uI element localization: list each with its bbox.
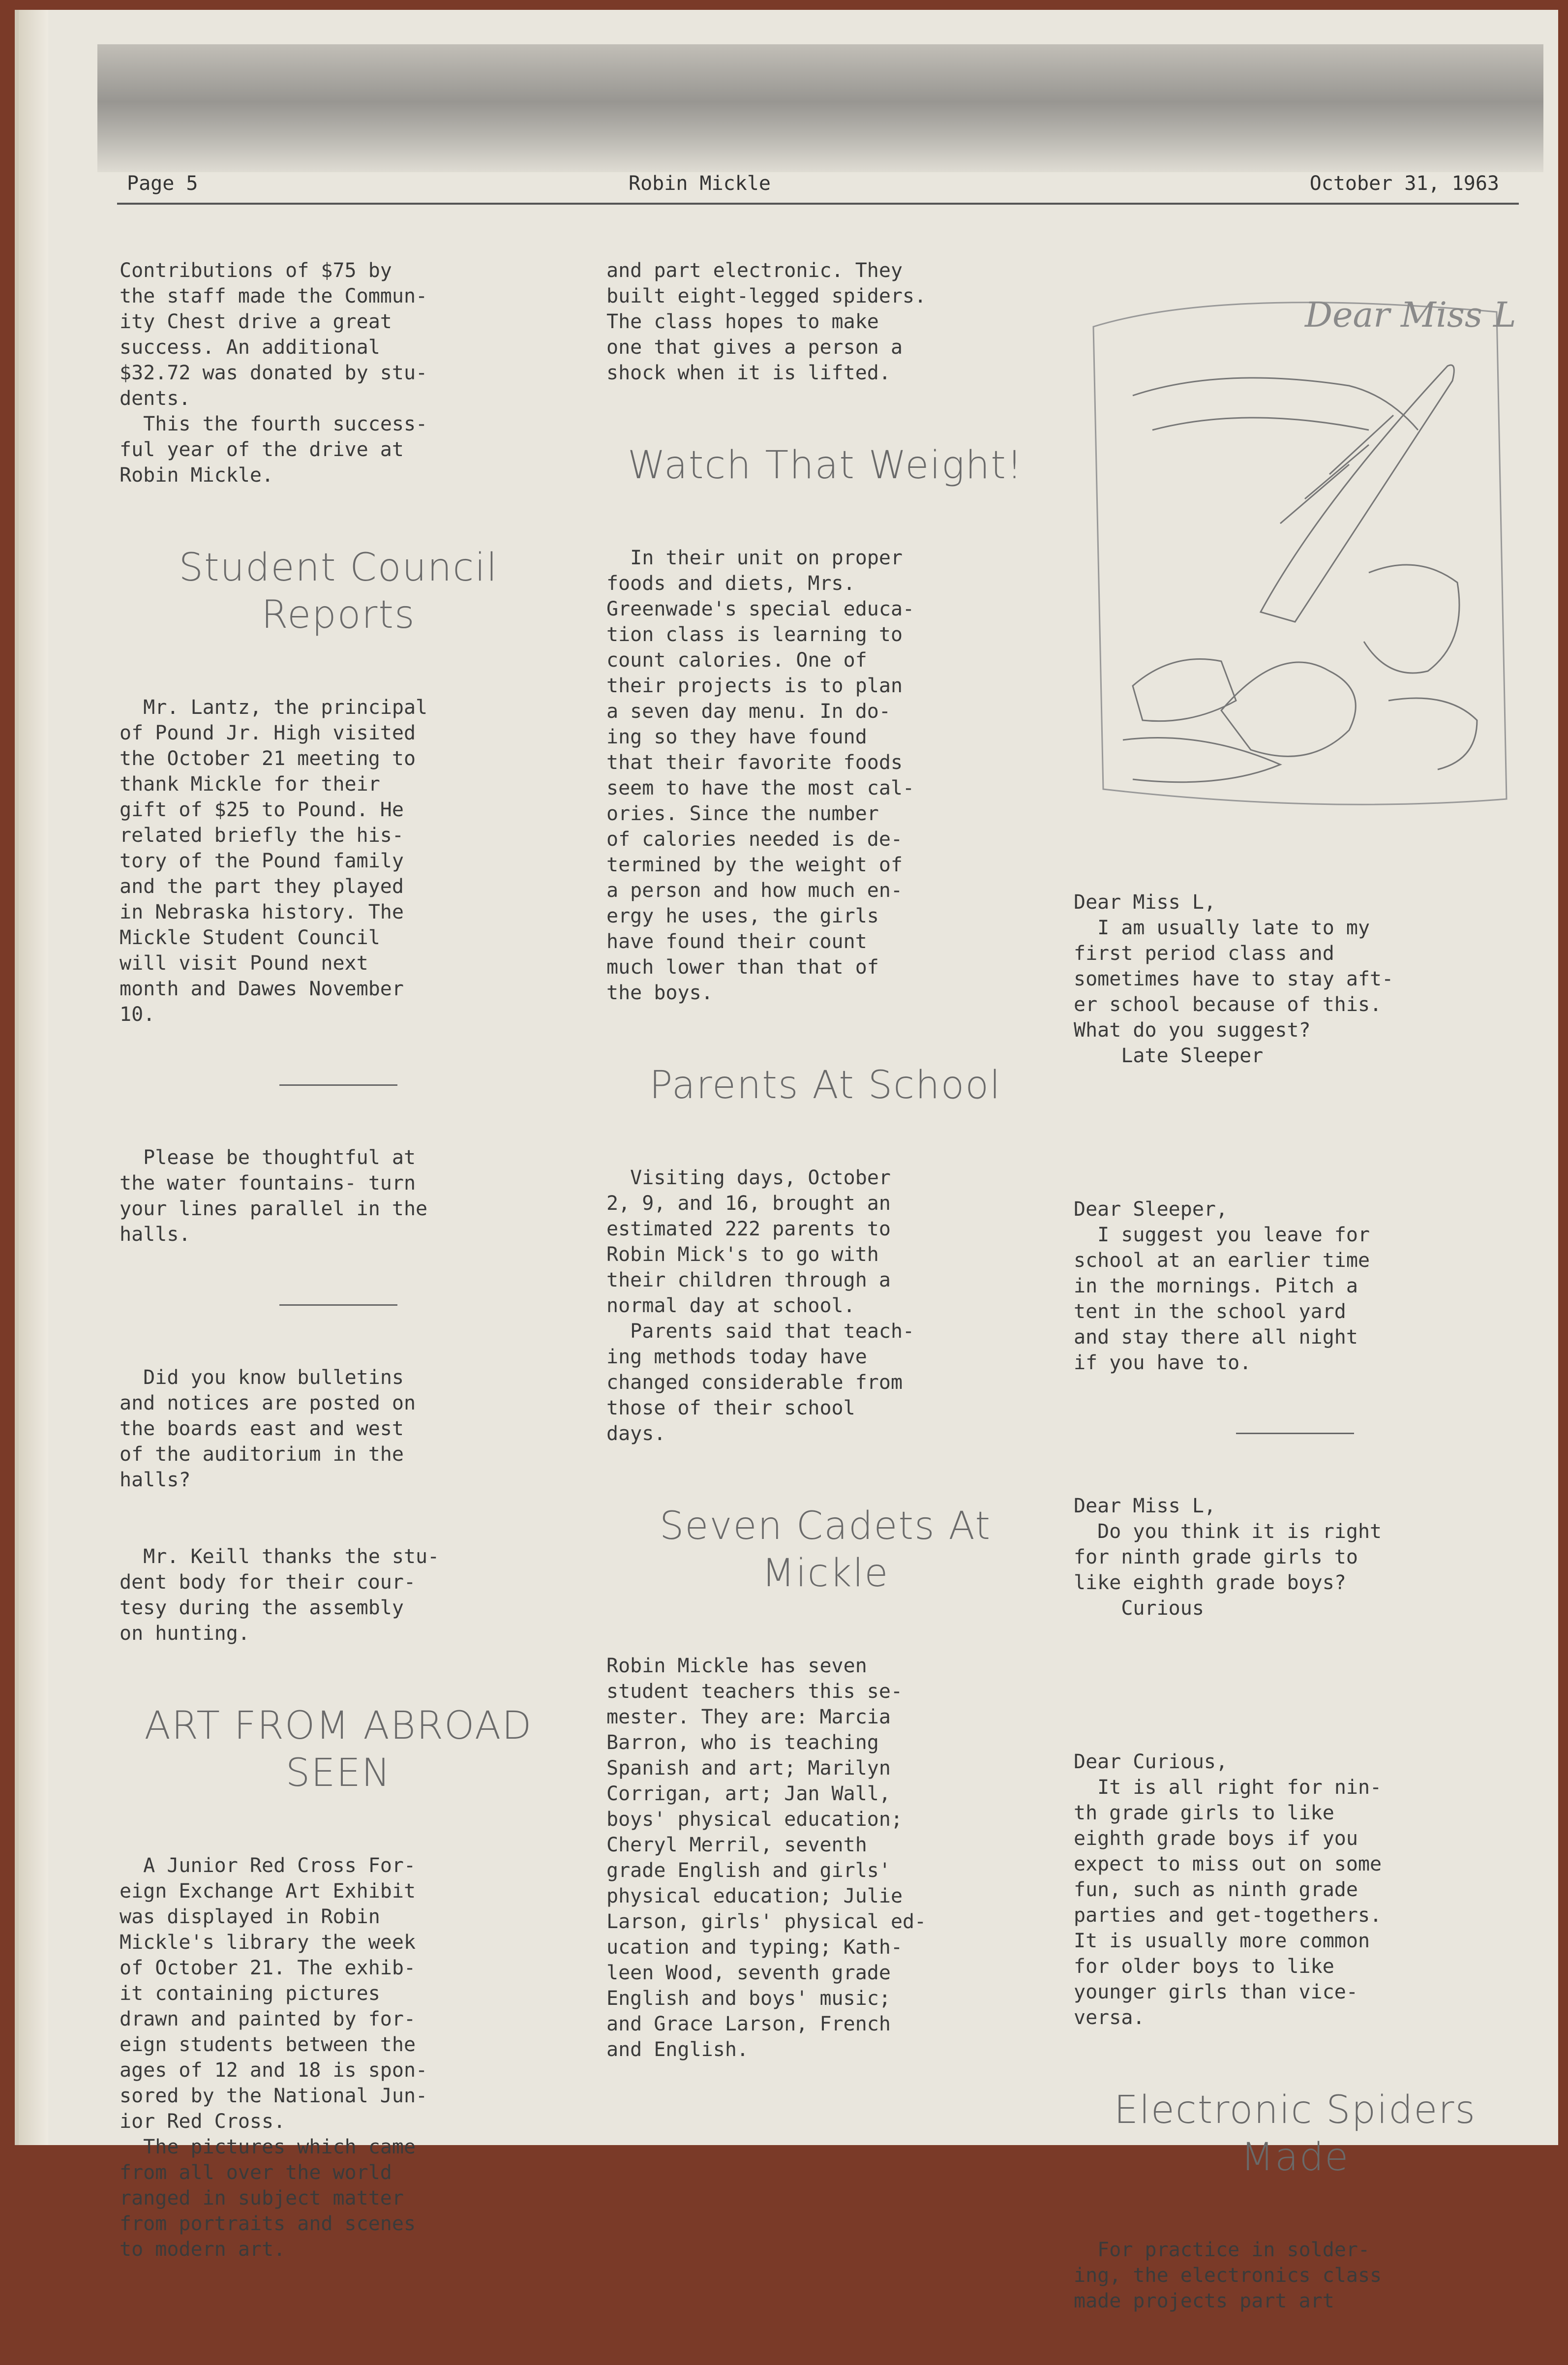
seven-cadets-article: Robin Mickle has seven student teachers this se- mester. They are: Marcia Barron, who is teaching Spanish and art; Marilyn Corrigan, art; Jan Wall, boys' physical education; Cheryl Merril, seventh grade English and girls' physical education; Julie Larson, girls' physical ed- ucation and typing; Kath- leen Wood, seventh grade English and boys' music; and Grace Larson, French and English. <box>606 1655 927 2061</box>
newspaper-page <box>15 10 1558 2312</box>
watch-that-weight-headline: Watch That Weight! <box>627 443 1024 488</box>
divider <box>1236 1433 1354 1434</box>
watch-that-weight-article: In their unit on proper foods and diets, Mrs. Greenwade's special educa- tion class is learning to count calories. One of their projects is to plan a seven day menu. In do- ing so they have found that their favorite foods seem to have the most cal- ories. Since the number of calories needed is de- termined by the weight of a person and how much en- ergy he uses, the girls have found their count much lower than that of the boys. <box>606 547 915 1004</box>
art-from-abroad-headline: ART FROM ABROAD SEEN <box>144 1704 546 1795</box>
column-left <box>120 207 557 2261</box>
electronic-spiders-headline: Electronic Spiders Made <box>1114 2088 1489 2180</box>
paper-name: Robin Mickle <box>629 172 771 195</box>
illustration-caption: Dear Miss L <box>1305 295 1516 335</box>
student-council-article: Mr. Lantz, the principal of Pound Jr. High visited the October 21 meeting to thank Mickle for their gift of $25 to Pound. He related briefly the his- tory of the Pound family and the part they played in Nebraska history. The Mickle Student Council will visit Pound next month and Dawes November 10. <box>120 696 428 1026</box>
bulletin-note: Did you know bulletins and notices are posted on the boards east and west of the auditorium in the halls? <box>120 1366 416 1491</box>
binding-edge <box>19 10 48 2145</box>
column-middle <box>606 207 1044 2096</box>
community-chest-article: Contributions of $75 by the staff made the Commun- ity Chest drive a great success. An additional $32.72 was donated by stu- dents. This the fourth success- ful year of the drive at Robin Mickle. <box>120 259 428 487</box>
student-council-headline: Student Council Reports <box>179 546 512 637</box>
seven-cadets-headline: Seven Cadets At Mickle <box>659 1504 1004 1596</box>
letter-late-sleeper: Dear Miss L, I am usually late to my first period class and sometimes have to stay aft- er school because of this. What do you suggest? Late Sleeper <box>1074 891 1394 1067</box>
electronic-spiders-article: For practice in solder- ing, the electronics class made projects part art <box>1074 2239 1382 2312</box>
header-rule <box>117 203 1519 205</box>
page-header <box>117 172 1519 202</box>
divider <box>279 1084 397 1086</box>
page-number: Page 5 <box>127 172 198 195</box>
issue-date: October 31, 1963 <box>1309 172 1499 195</box>
reply-curious: Dear Curious, It is all right for nin- th grade girls to like eighth grade boys if you expect to miss out on some fun, such as ninth grade parties and get-togethers. It is usually more common for older boys to like younger girls than vice- versa. <box>1074 1751 1382 2029</box>
parents-at-school-article: Visiting days, October 2, 9, and 16, brought an estimated 222 parents to Robin Mick's to go with their children through a normal day at school. Parents said that teach- ing methods today have changed considerable from those of their school days. <box>606 1167 915 1445</box>
smudged-top-band <box>97 44 1543 172</box>
letter-curious: Dear Miss L, Do you think it is right for ninth grade girls to like eighth grade boys? Curious <box>1074 1495 1382 1620</box>
spiders-continued-article: and part electronic. They built eight-legged spiders. The class hopes to make one that gives a person a shock when it is lifted. <box>606 259 927 384</box>
keill-note: Mr. Keill thanks the stu- dent body for their cour- tesy during the assembly on hunting. <box>120 1545 440 1645</box>
reply-late-sleeper: Dear Sleeper, I suggest you leave for school at an earlier time in the mornings. Pitch a tent in the school yard and stay there all night if you have to. <box>1074 1198 1370 1374</box>
art-from-abroad-article: A Junior Red Cross For- eign Exchange Art Exhibit was displayed in Robin Mickle's library the week of October 21. The exhib- it containing pictures drawn and painted by for- eign students between the ages of 12 and 18 is spon- sored by the National Jun- ior Red Cross. The pictures which came from all over the world ranged in subject matter from portraits and scenes to modern art. <box>120 1854 428 2261</box>
divider <box>279 1304 397 1306</box>
parents-at-school-headline: Parents At School <box>649 1063 1001 1107</box>
water-fountain-note: Please be thoughtful at the water fountains- turn your lines parallel in the halls. <box>120 1146 428 1246</box>
column-right <box>1074 207 1516 2312</box>
quill-and-letter-illustration <box>1074 268 1516 824</box>
